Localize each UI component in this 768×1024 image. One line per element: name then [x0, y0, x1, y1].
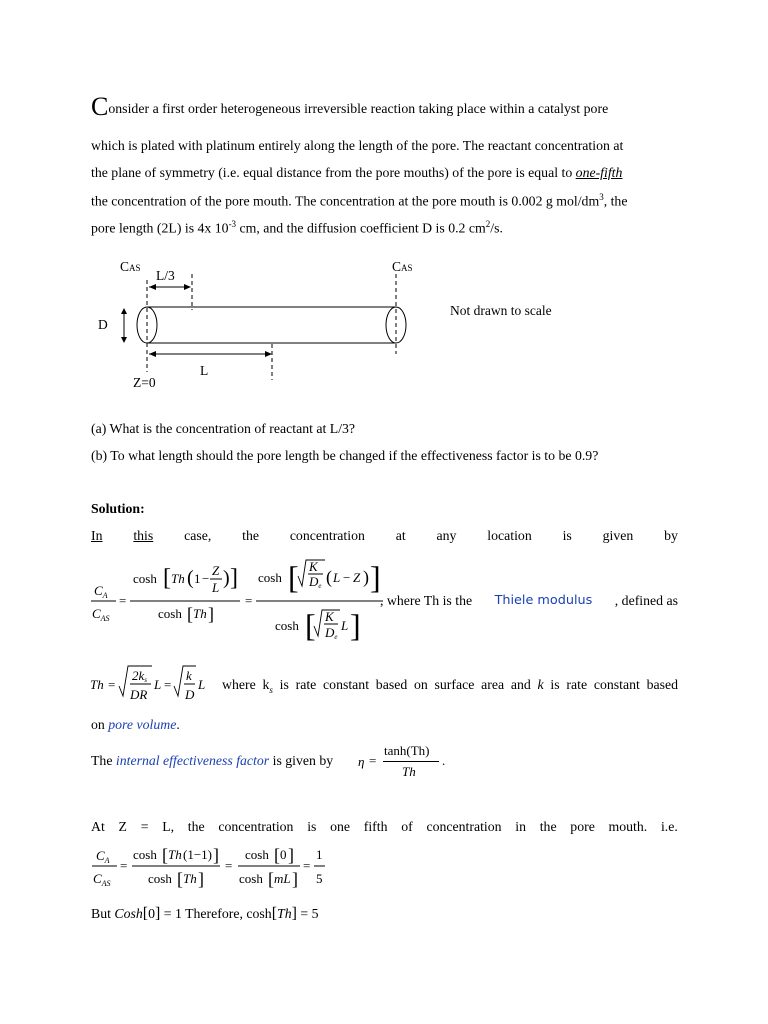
- question-b: [91, 448, 678, 464]
- arrow-head-icon: [149, 351, 156, 357]
- problem-text-5: pore length (2L) is 4x 10: [91, 220, 229, 236]
- svg-text:=: =: [245, 593, 253, 608]
- svg-text:=: =: [120, 858, 128, 873]
- svg-text:D: D: [185, 687, 195, 702]
- problem-text-5c: /s.: [490, 220, 503, 236]
- svg-text:1: 1: [194, 571, 201, 586]
- svg-text:1: 1: [316, 847, 323, 862]
- atz-word: fifth: [363, 819, 388, 834]
- at-z-equals-l-line: [91, 819, 678, 835]
- pore-volume-link[interactable]: pore volume: [108, 717, 177, 732]
- svg-text:5: 5: [316, 871, 323, 886]
- not-to-scale-note: Not drawn to scale: [450, 303, 552, 318]
- svg-text:[: [: [187, 604, 193, 624]
- atz-word: concentration: [426, 819, 502, 834]
- cosh-th-equation: cosh[Th] = 5: [246, 905, 319, 922]
- but-line: [91, 905, 678, 923]
- drop-cap: C: [91, 92, 109, 121]
- problem-text-5b: cm, and the diffusion coefficient D is 0.2 cm: [236, 220, 486, 236]
- svg-text:L: L: [212, 580, 220, 595]
- svg-text:cosh: cosh: [245, 847, 269, 862]
- svg-text:cosh: cosh: [158, 606, 182, 621]
- svg-text:cosh: cosh: [239, 871, 263, 886]
- eq1-defined-text: , defined as: [614, 593, 678, 608]
- svg-text:(: (: [187, 567, 194, 589]
- subscript: s: [269, 684, 273, 695]
- svg-text:=: =: [225, 858, 233, 873]
- solution-intro: [91, 528, 678, 544]
- svg-text:[: [: [268, 869, 274, 889]
- intro-word: at: [395, 528, 406, 543]
- atz-word: i.e.: [660, 819, 678, 834]
- svg-text:K: K: [309, 559, 318, 574]
- atz-word: =: [140, 819, 149, 834]
- svg-text:[: [: [163, 565, 171, 591]
- problem-text-3: the plane of symmetry (i.e. equal distance from the pore mouths) of the pore is equal to: [91, 165, 573, 180]
- svg-text:[: [: [305, 607, 316, 643]
- svg-text:]: ]: [198, 869, 204, 889]
- solution-heading: [91, 501, 678, 517]
- the-text: The: [91, 753, 113, 768]
- problem-text-1: onsider a first order heterogeneous irreversible reaction taking place within a catalyst pore: [108, 101, 609, 116]
- svg-text:CA: $C_A$: [96, 848, 110, 865]
- tanh-numerator: tanh(Th): [384, 743, 430, 758]
- question-a-text: (a) What is the concentration of reactant at L/3?: [91, 421, 356, 436]
- eq2-where-text-c: is rate constant based: [543, 677, 678, 692]
- eq1-where-text: , where Th is the: [380, 593, 473, 608]
- svg-text:Th: Th: [168, 847, 182, 862]
- question-b-text: (b) To what length should the pore length be changed if the effectiveness factor is to be 0.9?: [91, 448, 599, 463]
- cosh-zero-equation: Cosh[0] = 1: [114, 905, 182, 922]
- l-label: L: [200, 363, 209, 378]
- svg-text:=: =: [108, 677, 116, 692]
- intro-word: this: [133, 528, 154, 543]
- given-by-text: is given by: [272, 753, 334, 768]
- intro-word: any: [436, 528, 457, 543]
- atz-word: mouth.: [608, 819, 648, 834]
- svg-text:=: =: [164, 677, 172, 692]
- arrow-head-icon: [121, 308, 127, 314]
- therefore-text: Therefore,: [185, 906, 243, 921]
- svg-text:−: −: [343, 570, 351, 585]
- period: .: [176, 717, 180, 732]
- intro-word: by: [664, 528, 678, 543]
- svg-text:]: ]: [288, 845, 294, 865]
- svg-text:]: ]: [350, 607, 361, 643]
- svg-text:]: ]: [370, 559, 381, 595]
- but-text: But: [91, 906, 111, 921]
- on-text: on: [91, 717, 105, 732]
- svg-text:CAS: $C_{AS}$: [93, 871, 111, 888]
- svg-text:=: =: [303, 858, 311, 873]
- svg-text:Th: Th: [90, 677, 104, 692]
- svg-text:(1−1): (1−1): [183, 847, 212, 862]
- atz-word: concentration: [218, 819, 294, 834]
- question-a: [91, 421, 678, 437]
- pore-volume-line: [91, 717, 678, 733]
- problem-text-4: the concentration of the pore mouth. The concentration at the pore mouth is 0.002 g mol/dm: [91, 193, 600, 209]
- eq2-where-text: where k: [222, 677, 270, 692]
- svg-text:DR: DR: [130, 687, 148, 702]
- thiele-modulus-link[interactable]: Thiele modulus: [494, 593, 593, 608]
- svg-text:]: ]: [208, 604, 214, 624]
- arrow-head-icon: [184, 284, 191, 290]
- atz-word: one: [330, 819, 351, 834]
- one-fifth-emphasis: one-fifth: [575, 165, 623, 180]
- arrow-head-icon: [265, 351, 272, 357]
- svg-text:]: ]: [230, 565, 238, 591]
- svg-text:−: −: [202, 571, 210, 586]
- effectiveness-equation: η = tanh(Th) Th .: [358, 743, 446, 779]
- svg-text:0: 0: [280, 847, 287, 862]
- intro-word: concentration: [289, 528, 365, 543]
- svg-text:k: k: [186, 668, 192, 683]
- intro-word: In: [91, 528, 103, 543]
- atz-word: At: [91, 819, 105, 834]
- svg-text:cosh: cosh: [148, 871, 172, 886]
- boundary-ratio-equation: [88, 840, 338, 890]
- solution-heading-text: Solution:: [91, 501, 145, 516]
- problem-line-2: [91, 138, 678, 154]
- svg-text:Th: Th: [171, 571, 185, 586]
- atz-word: in: [515, 819, 526, 834]
- atz-word: the: [187, 819, 205, 834]
- problem-text-4b: , the: [603, 193, 628, 209]
- svg-text:cosh: cosh: [275, 618, 299, 633]
- svg-text:K: K: [325, 609, 334, 624]
- svg-text:2ks: 2ks: [132, 668, 148, 684]
- problem-line-1: [91, 94, 678, 120]
- svg-text:De: De: [309, 574, 322, 590]
- intro-word: is: [562, 528, 572, 543]
- svg-text:De: De: [325, 625, 338, 641]
- atz-word: of: [401, 819, 413, 834]
- problem-line-3: [91, 165, 678, 181]
- svg-text:[: [: [288, 559, 299, 595]
- intro-word: case,: [184, 528, 212, 543]
- svg-text:cosh: cosh: [133, 571, 157, 586]
- atz-word: is: [307, 819, 317, 834]
- svg-text:L: L: [341, 618, 349, 633]
- superscript: -3: [228, 219, 237, 229]
- svg-text:Th: Th: [183, 871, 197, 886]
- eq2-trailing-text: [222, 677, 678, 695]
- intro-word: location: [487, 528, 532, 543]
- cas-right-label: CAS: [392, 259, 413, 274]
- svg-text:CA: $C_A$: [94, 583, 108, 600]
- atz-word: L,: [162, 819, 175, 834]
- svg-text:Z: Z: [212, 563, 220, 578]
- atz-word: pore: [570, 819, 595, 834]
- l3-label: L/3: [156, 268, 175, 283]
- pore-diagram: [80, 250, 600, 400]
- eq2-where-text-b: is rate constant based on surface area and: [272, 677, 531, 692]
- svg-text:[: [: [274, 845, 280, 865]
- cas-left-label: CAS: [120, 259, 141, 274]
- thiele-modulus-equation: [88, 660, 223, 710]
- svg-text:cosh: cosh: [258, 570, 282, 585]
- intro-word: the: [242, 528, 259, 543]
- svg-text:Z: Z: [353, 570, 361, 585]
- svg-text:(: (: [326, 567, 332, 587]
- svg-text:[: [: [177, 869, 183, 889]
- svg-text:mL: mL: [274, 871, 291, 886]
- svg-text:): ): [223, 567, 230, 589]
- arrow-head-icon: [149, 284, 156, 290]
- z0-label: Z=0: [133, 375, 156, 390]
- problem-line-5: [91, 219, 678, 237]
- svg-text:[: [: [162, 845, 168, 865]
- d-label: D: [98, 317, 108, 332]
- intro-word: given: [602, 528, 634, 543]
- th-denominator: Th: [402, 764, 416, 779]
- svg-text:]: ]: [213, 845, 219, 865]
- superscript: 3: [599, 192, 604, 202]
- svg-text:): ): [363, 567, 369, 587]
- atz-word: Z: [118, 819, 127, 834]
- svg-text:Th: Th: [193, 606, 207, 621]
- svg-text:L: L: [198, 677, 206, 692]
- problem-line-4: [91, 192, 678, 210]
- svg-text:cosh: cosh: [133, 847, 157, 862]
- svg-text:L: L: [154, 677, 162, 692]
- svg-text:=: =: [119, 593, 127, 608]
- svg-text:]: ]: [292, 869, 298, 889]
- eq1-trailing-text: [380, 593, 678, 609]
- k-symbol: k: [537, 677, 544, 692]
- arrow-head-icon: [121, 337, 127, 343]
- concentration-profile-equation: [88, 550, 388, 654]
- atz-word: the: [539, 819, 557, 834]
- svg-text:CAS: $C_{AS}$: [92, 606, 110, 623]
- problem-text-2: which is plated with platinum entirely along the length of the pore. The reactant concentration at: [91, 138, 624, 153]
- superscript: 2: [485, 219, 491, 229]
- svg-text:L: L: [333, 570, 341, 585]
- internal-effectiveness-factor-link[interactable]: internal effectiveness factor: [115, 753, 270, 768]
